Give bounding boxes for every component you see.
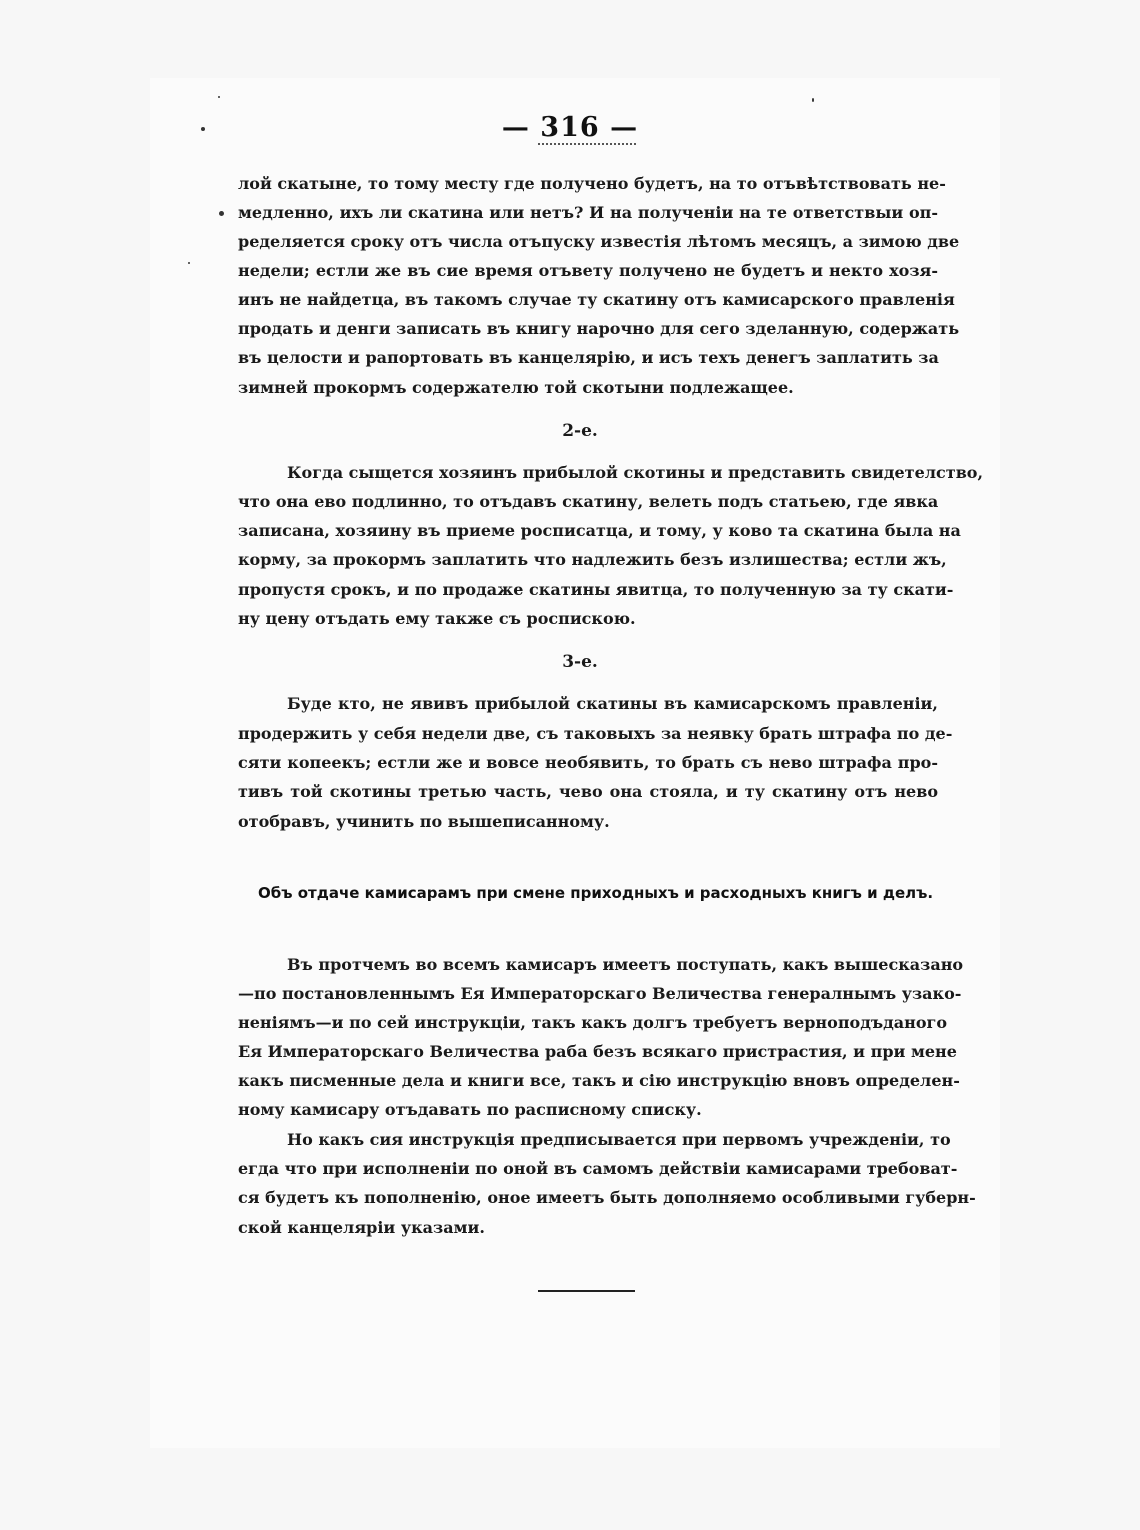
text-line: въ целости и рапортовать въ канцелярію, и исъ техъ денегъ заплатить за (238, 348, 939, 367)
text-line: егда что при исполненіи по оной въ самомъ действіи камисарами требоват- (238, 1159, 958, 1178)
text-line: что она ево подлинно, то отъдавъ скатину, велеть подъ статьею, где явка (238, 492, 939, 511)
text-line: записана, хозяину въ приеме росписатца, и тому, у ково та скатина была на (238, 521, 961, 540)
text-line: продать и денги записать въ книгу нарочно для сего зделанную, содержать (238, 319, 960, 338)
text-line: тивъ той скотины третью часть, чево она стояла, и ту скатину отъ нево (238, 782, 938, 801)
text-line: пропустя срокъ, и по продаже скатины явитца, то полученную за ту скати- (238, 580, 954, 599)
text-line: инъ не найдетца, въ такомъ случае ту скатину отъ камисарского правленія (238, 290, 955, 309)
text-line: Въ протчемъ во всемъ камисаръ имеетъ поступать, какъ вышесказано (287, 955, 964, 974)
text-line: ну цену отъдать ему также съ роспискою. (238, 609, 636, 628)
end-rule (538, 1290, 635, 1292)
text-line: ской канцеляріи указами. (238, 1218, 485, 1237)
text-line: лой скатыне, то тому месту где получено будетъ, на то отъвѣтствовать не- (238, 174, 946, 193)
text-line: отобравъ, учинить по вышеписанному. (238, 812, 610, 831)
text-line: какъ писменные дела и книги все, такъ и сію инструкцію вновъ определен- (238, 1071, 960, 1090)
text-line: корму, за прокормъ заплатить что надлежить безъ излишества; естли жъ, (238, 550, 947, 569)
text-line: сяти копеекъ; естли же и вовсе необявить, то брать съ нево штрафа про- (238, 753, 938, 772)
page-number-underline (538, 143, 636, 149)
text-line: ся будетъ къ пополненію, оное имеетъ быть дополняемо особливыми губерн- (238, 1188, 976, 1207)
section-title: Объ отдаче камисарамъ при смене приходныхъ и расходныхъ книгъ и делъ. (258, 884, 934, 902)
text-line: продержить у себя недели две, съ таковыхъ за неявку брать штрафа по де- (238, 724, 953, 743)
scan-speck (812, 98, 814, 102)
text-line: —по постановленнымъ Ея Императорскаго Величества генералнымъ узако- (238, 984, 962, 1003)
text-line: недели; естли же въ сие время отъвету получено не будетъ и некто хозя- (238, 261, 938, 280)
text-line: Ея Императорскаго Величества раба безъ всякаго пристрастия, и при мене (238, 1042, 957, 1061)
scan-speck (219, 211, 224, 216)
scan-speck (201, 127, 205, 131)
text-line: Когда сыщется хозяинъ прибылой скотины и представить свидетелство, (287, 463, 984, 482)
text-line: ному камисару отъдавать по расписному списку. (238, 1100, 702, 1119)
text-line: зимней прокормъ содержателю той скотыни подлежащее. (238, 378, 794, 397)
text-line: неніямъ—и по сей инструкціи, такъ какъ долгъ требуетъ верноподъданого (238, 1013, 948, 1032)
article-2-heading: 2-е. (562, 421, 598, 441)
page-number: — 316 — (501, 112, 639, 143)
text-line: Но какъ сия инструкція предписывается при первомъ учрежденіи, то (287, 1130, 951, 1149)
article-3-heading: 3-е. (562, 652, 598, 672)
scan-speck (218, 96, 220, 98)
text-line: Буде кто, не явивъ прибылой скатины въ камисарскомъ правленіи, (287, 694, 938, 713)
text-line: ределяется сроку отъ числа отъпуску известія лѣтомъ месяцъ, а зимою две (238, 232, 960, 251)
scan-speck (188, 262, 190, 264)
text-line: медленно, ихъ ли скатина или нетъ? И на полученіи на те ответствыи оп- (238, 203, 938, 222)
